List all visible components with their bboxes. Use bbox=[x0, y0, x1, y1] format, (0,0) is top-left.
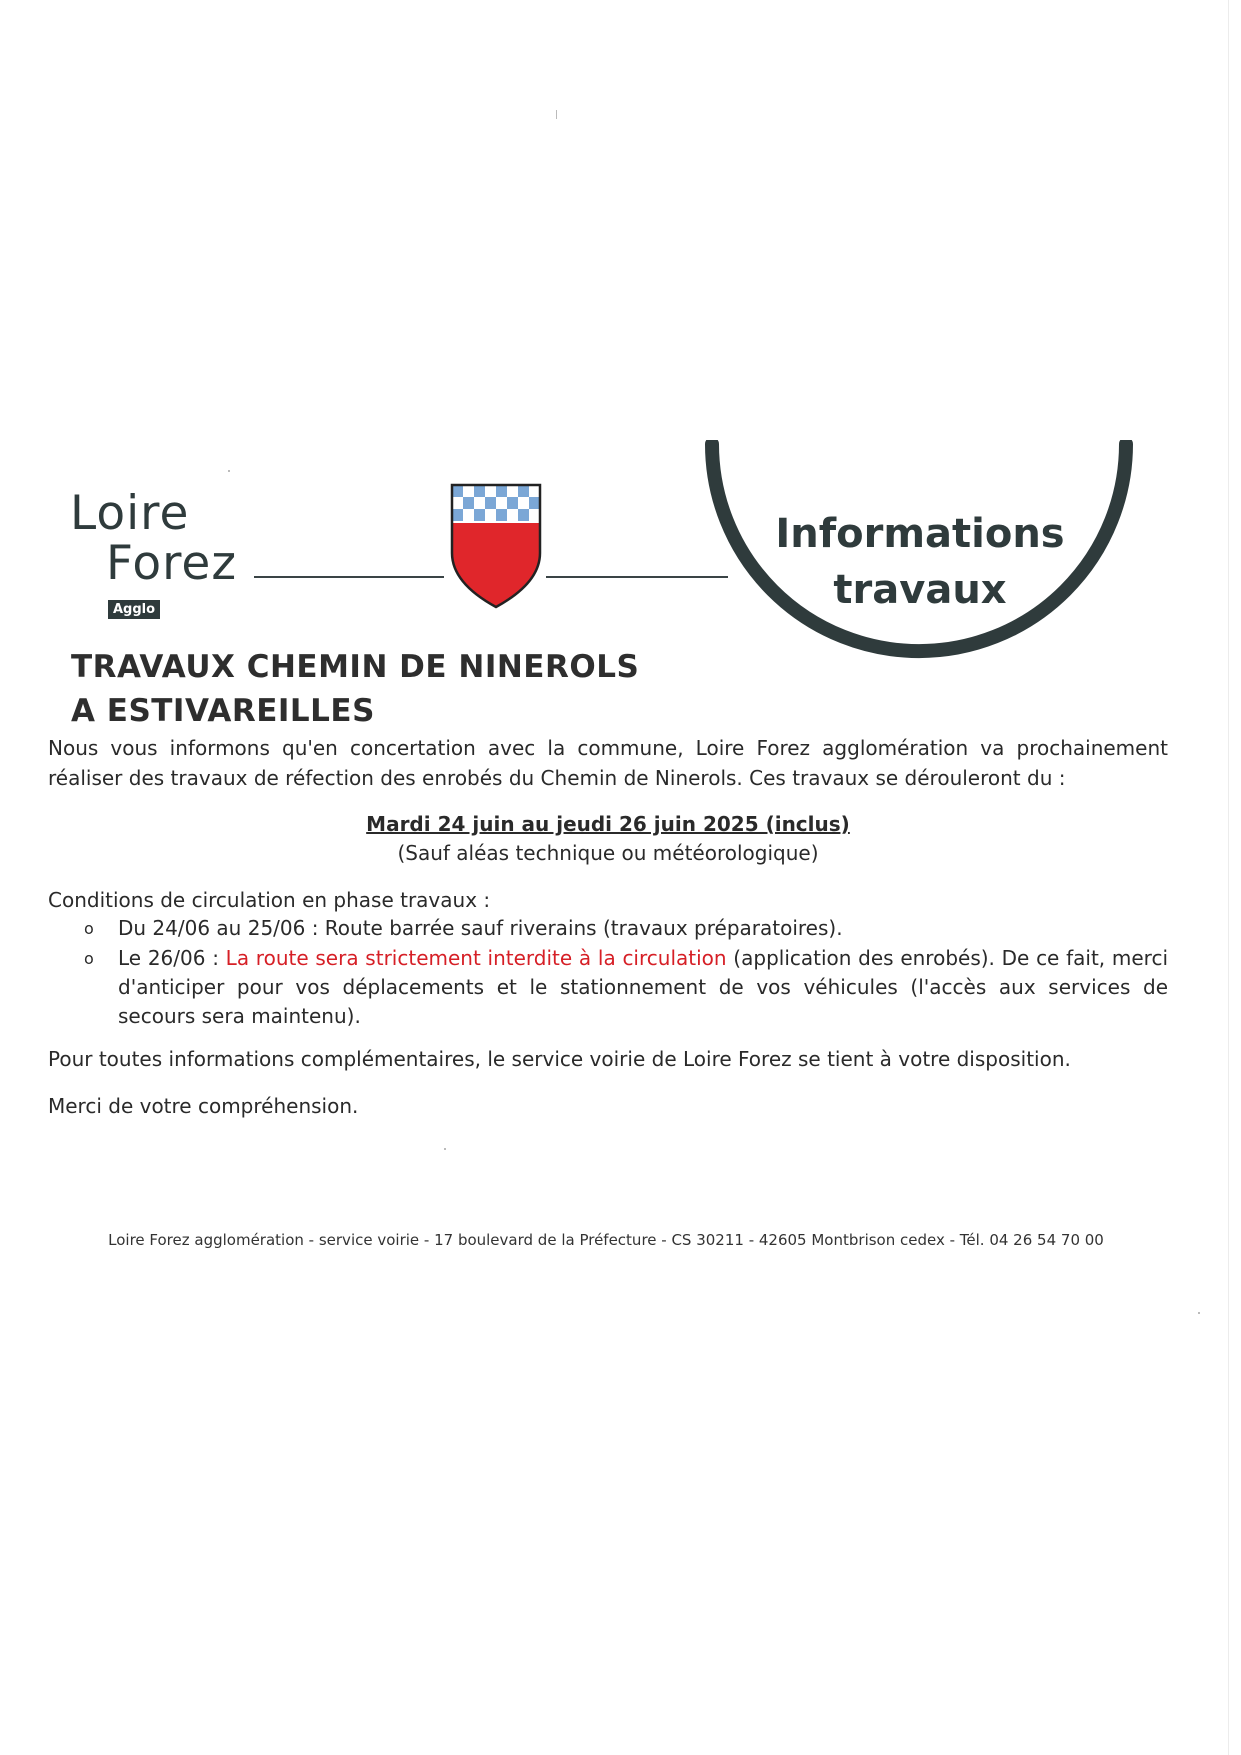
closure-warning: La route sera strictement interdite à la circulation bbox=[225, 946, 727, 970]
logo-word-forez: Forez bbox=[106, 536, 237, 591]
banner-line-2: travaux bbox=[833, 567, 1007, 613]
bullet-lead: Le 26/06 : bbox=[118, 946, 226, 970]
banner-text bbox=[690, 506, 1150, 618]
bullet-rest: (application des enrobés). De ce fait, merci d'anticiper pour vos déplacements et le stationnement de vos véhicules (l'accès aux services de secours sera maintenu). bbox=[118, 946, 1169, 1028]
logo-word-loire: Loire bbox=[70, 486, 190, 541]
page-edge bbox=[1228, 0, 1229, 1755]
logo-badge-agglo: Agglo bbox=[108, 600, 160, 619]
scan-speck bbox=[228, 470, 230, 472]
document-title bbox=[71, 645, 639, 733]
title-line-2: A ESTIVAREILLES bbox=[71, 693, 375, 729]
list-item bbox=[80, 944, 1168, 1031]
works-date-note: (Sauf aléas technique ou météorologique) bbox=[397, 841, 819, 865]
bullet-marker: o bbox=[84, 919, 94, 938]
header-rule-left bbox=[254, 576, 444, 578]
bullet-text: Du 24/06 au 25/06 : Route barrée sauf riverains (travaux préparatoires). bbox=[118, 916, 843, 940]
footer-address: Loire Forez agglomération - service voirie - 17 boulevard de la Préfecture - CS 30211 - 42605 Montbrison cedex - Tél. 04 26 54 70 00 bbox=[108, 1231, 1104, 1249]
thanks-paragraph: Merci de votre compréhension. bbox=[48, 1094, 359, 1118]
municipal-crest-icon bbox=[448, 483, 544, 616]
works-date: Mardi 24 juin au jeudi 26 juin 2025 (inclus) bbox=[366, 812, 850, 836]
conditions-list bbox=[80, 914, 1168, 1032]
list-item bbox=[80, 914, 1168, 943]
more-info-paragraph: Pour toutes informations complémentaires, le service voirie de Loire Forez se tient à votre disposition. bbox=[48, 1047, 1071, 1071]
intro-paragraph: Nous vous informons qu'en concertation avec la commune, Loire Forez agglomération va prochainement réaliser des travaux de réfection des enrobés du Chemin de Ninerols. Ces travaux se dérouleront du : bbox=[48, 736, 1168, 790]
scan-speck bbox=[1198, 1312, 1200, 1314]
informations-travaux-banner bbox=[690, 440, 1150, 700]
bullet-marker: o bbox=[84, 949, 94, 968]
conditions-label: Conditions de circulation en phase travaux : bbox=[48, 888, 491, 912]
title-line-1: TRAVAUX CHEMIN DE NINEROLS bbox=[71, 649, 640, 685]
banner-line-1: Informations bbox=[775, 511, 1065, 557]
loire-forez-logo bbox=[68, 478, 268, 628]
scan-speck bbox=[556, 110, 557, 119]
scan-speck bbox=[444, 1148, 446, 1150]
